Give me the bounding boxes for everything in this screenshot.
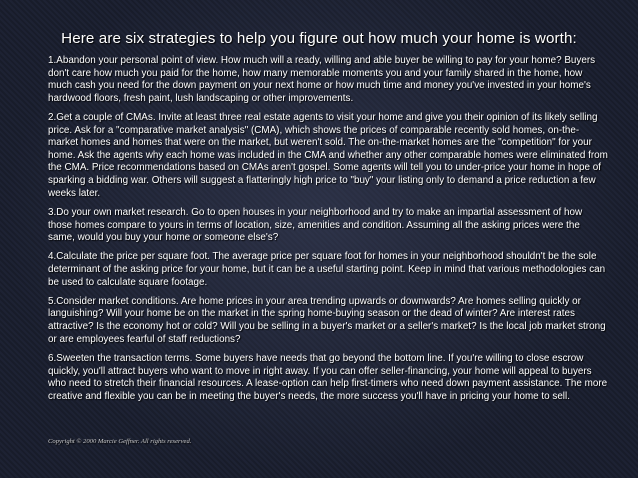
strategy-paragraph-5: 5.Consider market conditions. Are home prices in your area trending upwards or downwards? Are homes selling quickly or languishing? Will your home be on the market in the spring home-buying season or the dead of winter? Are interest rates attractive? Is the economy hot or cold? Will you be selling in a buyer's market or a seller's market? Is the local job market strong or are employees fearful of staff reductions? [48, 295, 606, 345]
strategy-paragraph-4: 4.Calculate the price per square foot. The average price per square foot for homes in your neighborhood shouldn't be the sole determinant of the asking price for your home, but it can be a useful starting point. Keep in mind that various methodologies can be used to calculate square footage. [48, 251, 606, 288]
strategy-paragraph-6: 6.Sweeten the transaction terms. Some buyers have needs that go beyond the bottom line. If you're willing to close escrow quickly, you'll attract buyers who want to move in right away. If you can offer seller-financing, your home will appeal to buyers who need to stretch their financial resources. A lease-option can help first-timers who need down payment assistance. The more creative and flexible you can be in meeting the buyer's needs, the more success you'll have in pricing your home to sell. [48, 352, 608, 402]
strategy-list [48, 55, 608, 410]
strategy-paragraph-3: 3.Do your own market research. Go to open houses in your neighborhood and try to make an impartial assessment of how those homes compare to yours in terms of location, size, amenities and condition. Assuming all the asking prices were the same, would you buy your home or someone else's? [48, 206, 583, 244]
slide-title: Here are six strategies to help you figure out how much your home is worth: [61, 30, 577, 47]
strategy-paragraph-1: 1.Abandon your personal point of view. How much will a ready, willing and able buyer be willing to pay for your home? Buyers don't care how much you paid for the home, how many memorable moments you and your family shared in the home, how much cash you need for the down payment on your next home or how much time and money you've invested in your home's hardwood floors, fresh paint, lush landscaping or other improvements. [48, 55, 596, 104]
copyright-notice: Copyright © 2000 Marcie Geffner. All rights reserved. [48, 438, 192, 445]
strategy-paragraph-2: 2.Get a couple of CMAs. Invite at least three real estate agents to visit your home and give you their opinion of its likely selling price. Ask for a "comparative market analysis" (CMA), which shows the prices of comparable recently sold homes, on-the-market homes and homes that were on the market, but weren't sold. The on-the-market homes are the "competition" for your home. Ask the agents why each home was included in the CMA and whether any other comparable homes were eliminated from the CMA. Price recommendations based on CMAs aren't gospel. Some agents will tell you to under-price your home in hope of sparking a bidding war. Others will suggest a flatteringly high price to "buy" your listing only to demand a price reduction a few weeks later. [48, 112, 608, 199]
